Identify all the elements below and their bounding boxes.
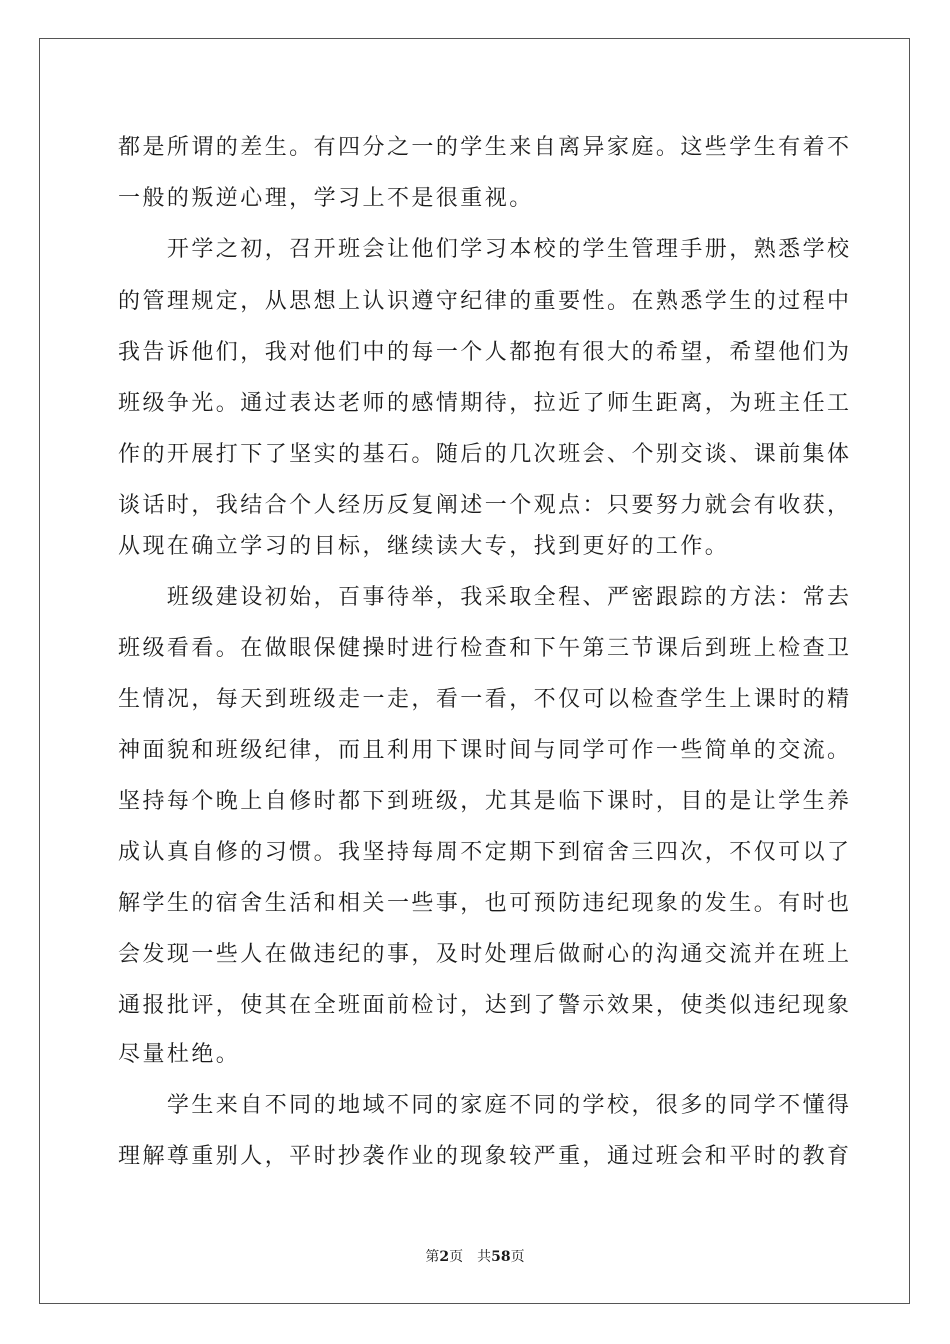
page-prefix: 第 [425, 1249, 440, 1265]
text-line: 我告诉他们，我对他们中的每一个人都抱有很大的希望，希望他们为 [118, 340, 852, 365]
text-line: 班级看看。在做眼保健操时进行检查和下午第三节课后到班上检查卫 [118, 636, 852, 661]
text-line: 尽量杜绝。 [118, 1042, 241, 1067]
page-unit: 页 [449, 1249, 464, 1265]
text-line: 班级争光。通过表达老师的感情期待，拉近了师生距离，为班主任工 [118, 391, 852, 416]
text-line: 开学之初，召开班会让他们学习本校的学生管理手册，熟悉学校 [118, 237, 852, 262]
text-line: 坚持每个晚上自修时都下到班级，尤其是临下课时，目的是让学生养 [118, 789, 852, 814]
total-pages: 58 [491, 1249, 511, 1265]
total-prefix: 共 [477, 1249, 492, 1265]
text-line: 生情况，每天到班级走一走，看一看，不仅可以检查学生上课时的精 [118, 687, 852, 712]
text-line: 理解尊重别人，平时抄袭作业的现象较严重，通过班会和平时的教育 [118, 1144, 852, 1169]
text-line: 学生来自不同的地域不同的家庭不同的学校，很多的同学不懂得 [118, 1093, 852, 1118]
text-line: 会发现一些人在做违纪的事，及时处理后做耐心的沟通交流并在班上 [118, 942, 852, 967]
text-line: 的管理规定，从思想上认识遵守纪律的重要性。在熟悉学生的过程中 [118, 289, 852, 314]
text-line: 解学生的宿舍生活和相关一些事，也可预防违纪现象的发生。有时也 [118, 891, 852, 916]
text-line: 谈话时，我结合个人经历反复阐述一个观点：只要努力就会有收获， [118, 493, 852, 518]
text-line: 都是所谓的差生。有四分之一的学生来自离异家庭。这些学生有着不 [118, 135, 852, 160]
text-line: 班级建设初始，百事待举，我采取全程、严密跟踪的方法：常去 [118, 585, 852, 610]
text-line: 从现在确立学习的目标，继续读大专，找到更好的工作。 [118, 534, 730, 559]
text-line: 神面貌和班级纪律，而且利用下课时间与同学可作一些简单的交流。 [118, 738, 852, 763]
page-footer [0, 1248, 950, 1266]
text-line: 一般的叛逆心理，学习上不是很重视。 [118, 186, 534, 211]
text-line: 成认真自修的习惯。我坚持每周不定期下到宿舍三四次，不仅可以了 [118, 840, 852, 865]
page-number: 2 [439, 1249, 450, 1265]
text-line: 作的开展打下了坚实的基石。随后的几次班会、个别交谈、课前集体 [118, 442, 852, 467]
total-unit: 页 [510, 1249, 525, 1265]
text-line: 通报批评，使其在全班面前检讨，达到了警示效果，使类似违纪现象 [118, 993, 852, 1018]
